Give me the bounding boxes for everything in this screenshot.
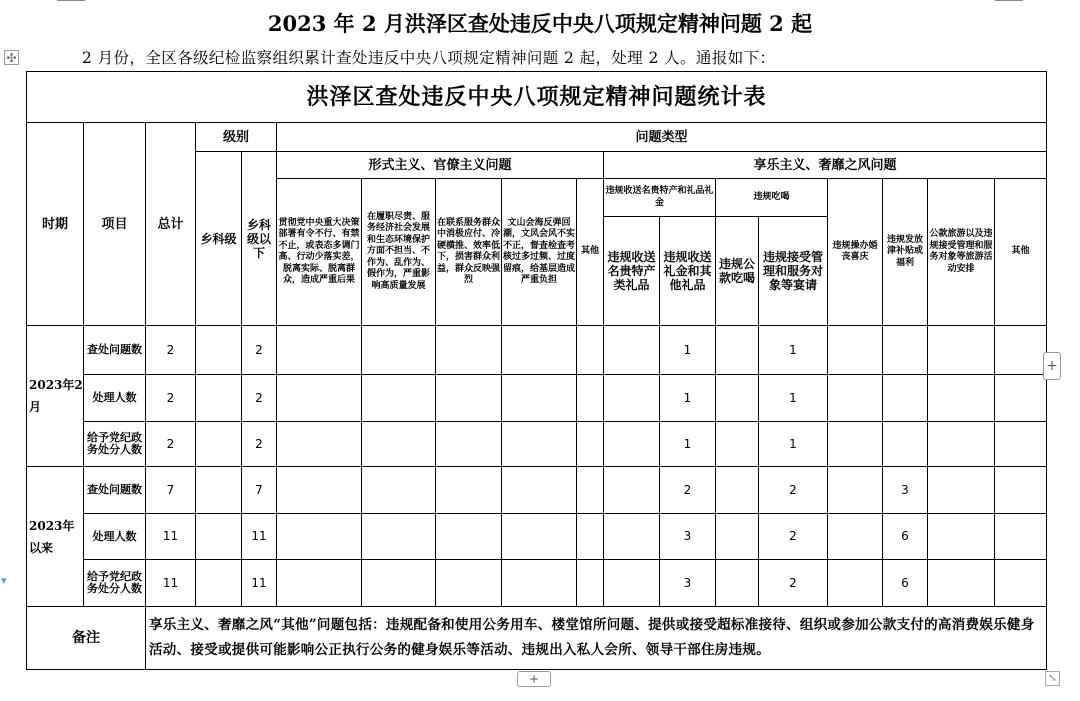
cell-town (196, 467, 242, 514)
cell-town (196, 560, 242, 607)
cell-wedding (828, 326, 883, 375)
cell-gift-1 (604, 375, 660, 422)
table-row (27, 560, 1047, 607)
cell-total: 2 (146, 422, 196, 467)
cell-gift-2: 1 (660, 375, 716, 422)
row-item: 查处问题数 (84, 326, 146, 375)
cell-town (196, 326, 242, 375)
cell-total: 7 (146, 467, 196, 514)
cell-below: 11 (242, 560, 277, 607)
cell-f4 (502, 422, 577, 467)
cell-f4 (502, 326, 577, 375)
cell-f4 (502, 560, 577, 607)
header-gift-2: 违规收送礼金和其他礼品 (660, 217, 716, 326)
cell-eat-2: 1 (759, 375, 828, 422)
cell-f3 (436, 514, 502, 560)
cell-f-other (577, 375, 604, 422)
cell-eat-1 (716, 560, 759, 607)
page-corner-mark-left (57, 0, 85, 1)
cell-h-other (995, 422, 1047, 467)
cell-allowance (883, 422, 928, 467)
resize-icon[interactable]: ⤡ (1045, 671, 1060, 686)
cell-travel (928, 514, 995, 560)
cell-h-other (995, 326, 1047, 375)
header-eat-2: 违规接受管理和服务对象等宴请 (759, 217, 828, 326)
cell-f-other (577, 326, 604, 375)
cell-total: 2 (146, 375, 196, 422)
cell-eat-1 (716, 514, 759, 560)
row-item: 处理人数 (84, 375, 146, 422)
table-row (27, 422, 1047, 467)
row-item: 查处问题数 (84, 467, 146, 514)
row-item: 处理人数 (84, 514, 146, 560)
remark-text: 享乐主义、奢靡之风“其他”问题包括：违规配备和使用公务用车、楼堂馆所问题、提供或接受超标准接待、组织或参加公款支付的高消费娱乐健身活动、接受或提供可能影响公正执行公务的健身娱乐等活动、违规出入私人会所、领导干部住房违规。 (146, 607, 1047, 670)
cell-gift-1 (604, 467, 660, 514)
cell-f3 (436, 326, 502, 375)
cell-f1 (277, 326, 362, 375)
cell-h-other (995, 467, 1047, 514)
cell-f3 (436, 467, 502, 514)
cell-f1 (277, 560, 362, 607)
header-formalism-1: 贯彻党中央重大决策部署有令不行、有禁不止，或表态多调门高、行动少落实差，脱离实际、脱离群众，造成严重后果 (277, 179, 362, 326)
cell-town (196, 514, 242, 560)
period-label: 2023年以来 (27, 467, 84, 607)
cell-allowance (883, 375, 928, 422)
page-corner-mark-right (995, 0, 1023, 1)
header-level: 级别 (196, 123, 277, 152)
cell-f1 (277, 422, 362, 467)
cell-allowance: 6 (883, 514, 928, 560)
cell-f4 (502, 467, 577, 514)
cell-gift-2: 3 (660, 514, 716, 560)
header-gift-group: 违规收送名贵特产和礼品礼金 (604, 179, 716, 217)
cell-total: 11 (146, 560, 196, 607)
cell-eat-1 (716, 375, 759, 422)
header-hedonism: 享乐主义、奢靡之风问题 (604, 152, 1047, 179)
header-eat-1: 违规公款吃喝 (716, 217, 759, 326)
cell-eat-2: 1 (759, 326, 828, 375)
table-row (27, 467, 1047, 514)
cell-below: 2 (242, 375, 277, 422)
cell-below: 7 (242, 467, 277, 514)
cell-town (196, 375, 242, 422)
cell-eat-2: 1 (759, 422, 828, 467)
cell-below: 11 (242, 514, 277, 560)
cell-h-other (995, 560, 1047, 607)
cell-f2 (362, 467, 436, 514)
cell-wedding (828, 467, 883, 514)
document-title: 2023 年 2 月洪泽区查处违反中央八项规定精神问题 2 起 (267, 11, 813, 36)
period-label: 2023年2月 (27, 326, 84, 467)
cell-travel (928, 375, 995, 422)
cell-f1 (277, 467, 362, 514)
table-caption: 洪泽区查处违反中央八项规定精神问题统计表 (27, 72, 1047, 123)
cell-eat-1 (716, 467, 759, 514)
add-column-button[interactable]: + (1043, 352, 1061, 380)
cell-gift-1 (604, 514, 660, 560)
cell-travel (928, 467, 995, 514)
cell-f2 (362, 560, 436, 607)
cell-f1 (277, 514, 362, 560)
cell-wedding (828, 422, 883, 467)
cell-gift-2: 1 (660, 326, 716, 375)
header-formalism-3: 在联系服务群众中消极应付、冷硬横推、效率低下，损害群众利益，群众反映强烈 (436, 179, 502, 326)
cell-below: 2 (242, 326, 277, 375)
header-eat-group: 违规吃喝 (716, 179, 828, 217)
cell-below: 2 (242, 422, 277, 467)
cell-eat-2: 2 (759, 560, 828, 607)
statistics-table (26, 71, 1047, 670)
header-total: 总计 (146, 123, 196, 326)
cell-gift-2: 1 (660, 422, 716, 467)
cell-f-other (577, 514, 604, 560)
cell-f-other (577, 467, 604, 514)
cell-f-other (577, 422, 604, 467)
cell-f1 (277, 375, 362, 422)
cell-f2 (362, 326, 436, 375)
cell-travel (928, 560, 995, 607)
header-travel: 公款旅游以及违规接受管理和服务对象等旅游活动安排 (928, 179, 995, 326)
cell-f4 (502, 375, 577, 422)
cell-eat-1 (716, 326, 759, 375)
header-gift-1: 违规收送名贵特产类礼品 (604, 217, 660, 326)
move-arrows-icon[interactable]: ✣ (4, 50, 19, 65)
cell-h-other (995, 375, 1047, 422)
header-formalism: 形式主义、官僚主义问题 (277, 152, 604, 179)
header-formalism-2: 在履职尽责、服务经济社会发展和生态环境保护方面不担当、不作为、乱作为、假作为，严重影响高质量发展 (362, 179, 436, 326)
cell-gift-1 (604, 422, 660, 467)
cell-h-other (995, 514, 1047, 560)
cell-eat-2: 2 (759, 467, 828, 514)
cell-wedding (828, 375, 883, 422)
remark-label: 备注 (27, 607, 146, 670)
header-formalism-other: 其他 (577, 179, 604, 326)
cell-f3 (436, 375, 502, 422)
cell-wedding (828, 560, 883, 607)
row-item: 给予党纪政务处分人数 (84, 422, 146, 467)
cell-travel (928, 326, 995, 375)
cell-gift-1 (604, 326, 660, 375)
cell-gift-2: 2 (660, 467, 716, 514)
header-level-town: 乡科级 (196, 152, 242, 326)
cell-f2 (362, 514, 436, 560)
cell-gift-1 (604, 560, 660, 607)
cell-f3 (436, 422, 502, 467)
cell-f2 (362, 375, 436, 422)
table-row (27, 375, 1047, 422)
header-problem-type: 问题类型 (277, 123, 1047, 152)
cell-allowance (883, 326, 928, 375)
header-formalism-4: 文山会海反弹回潮，文风会风不实不正，督查检查考核过多过频、过度留痕，给基层造成严重负担 (502, 179, 577, 326)
cell-f3 (436, 560, 502, 607)
cell-allowance: 3 (883, 467, 928, 514)
remark-row (27, 607, 1047, 670)
add-row-button[interactable]: + (517, 671, 551, 687)
cell-wedding (828, 514, 883, 560)
intro-paragraph: 2 月份，全区各级纪检监察组织累计查处违反中央八项规定精神问题 2 起，处理 2 人。通报如下： (82, 49, 776, 67)
cell-f2 (362, 422, 436, 467)
cell-gift-2: 3 (660, 560, 716, 607)
header-level-below: 乡科级以下 (242, 152, 277, 326)
header-hedonism-other: 其他 (995, 179, 1047, 326)
cell-eat-1 (716, 422, 759, 467)
table-row (27, 514, 1047, 560)
selection-dropdown-icon[interactable]: ▾ (1, 574, 7, 587)
header-wedding: 违规操办婚丧喜庆 (828, 179, 883, 326)
header-item: 项目 (84, 123, 146, 326)
cell-eat-2: 2 (759, 514, 828, 560)
row-item: 给予党纪政务处分人数 (84, 560, 146, 607)
table-row (27, 326, 1047, 375)
cell-travel (928, 422, 995, 467)
cell-f-other (577, 560, 604, 607)
cell-allowance: 6 (883, 560, 928, 607)
header-period: 时期 (27, 123, 84, 326)
cell-f4 (502, 514, 577, 560)
cell-total: 2 (146, 326, 196, 375)
cell-town (196, 422, 242, 467)
cell-total: 11 (146, 514, 196, 560)
header-allowance: 违规发放津补贴或福利 (883, 179, 928, 326)
